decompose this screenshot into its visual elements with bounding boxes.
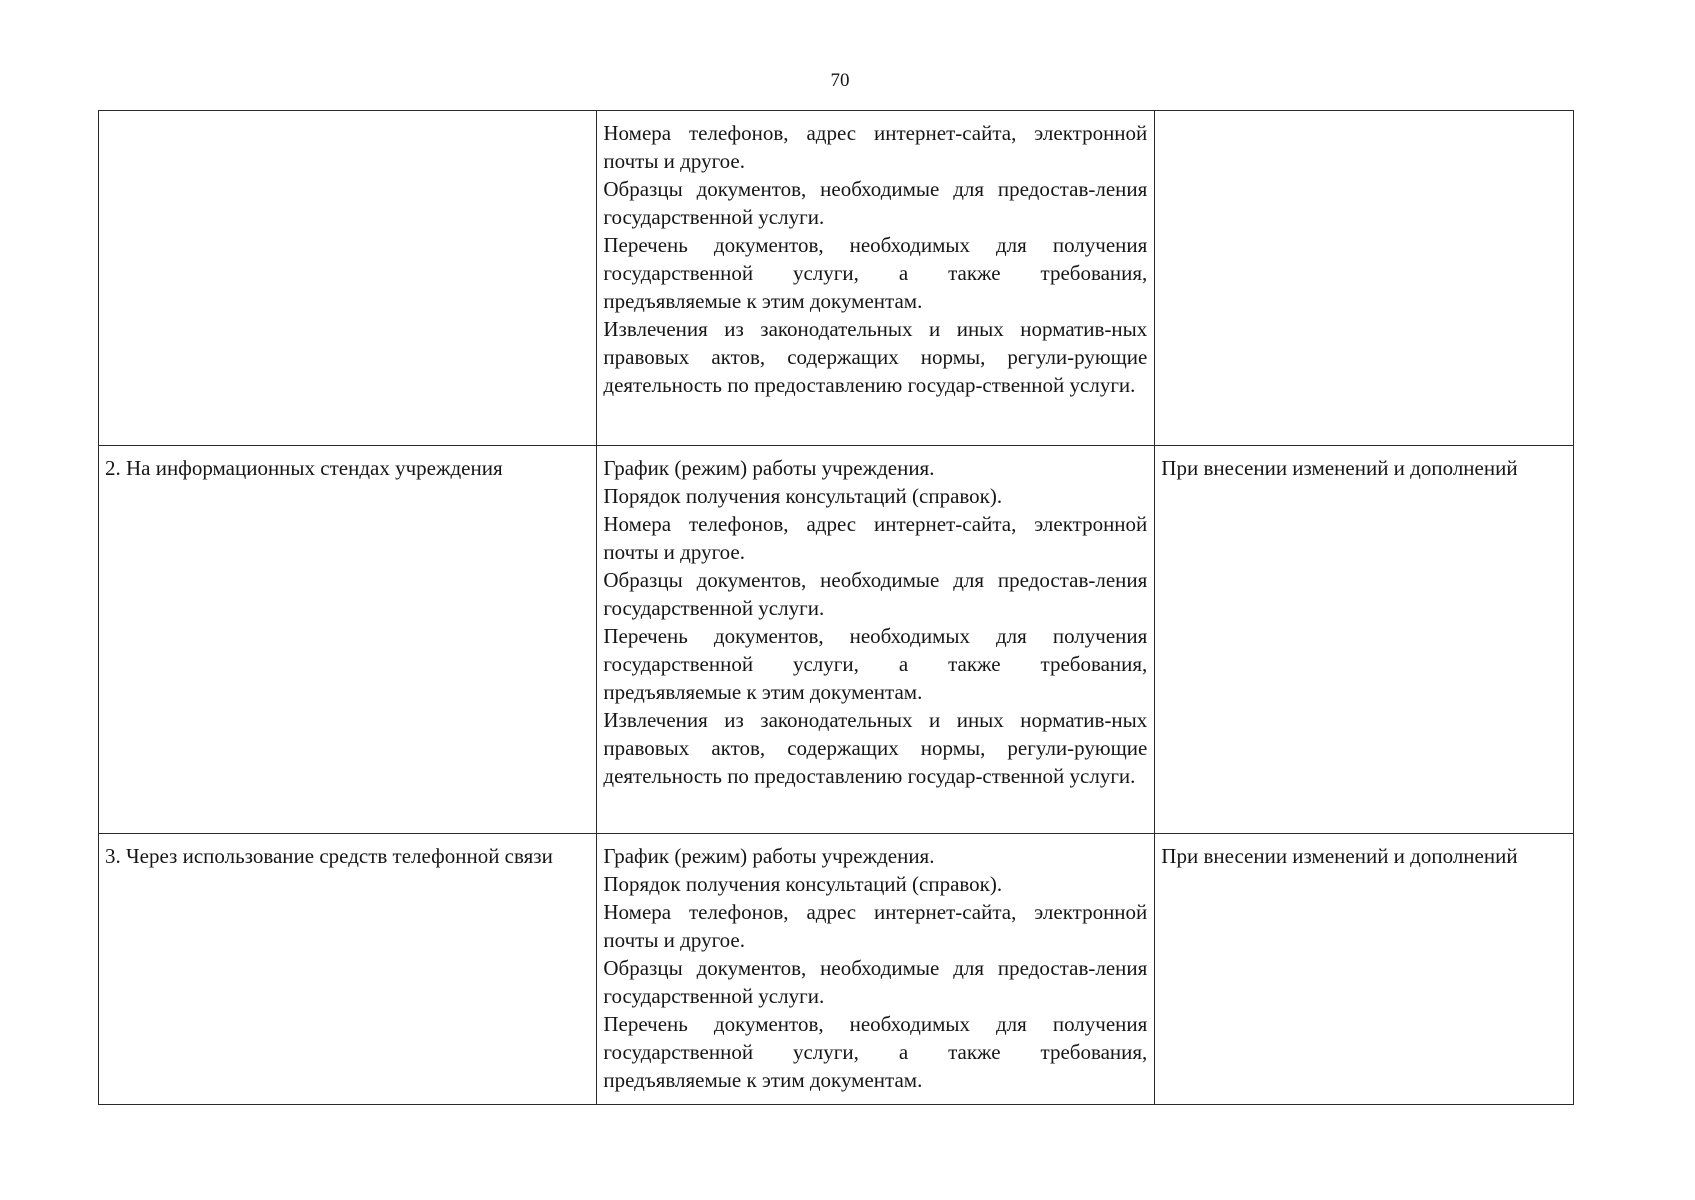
content-paragraph: Порядок получения консультаций (справок). bbox=[603, 872, 1003, 896]
content-paragraph: Номера телефонов, адрес интернет-сайта, электронной почты и другое. bbox=[603, 121, 1148, 173]
content-paragraph: Образцы документов, необходимые для предостав-ления государственной услуги. bbox=[603, 568, 1148, 620]
page-number: 70 bbox=[830, 70, 850, 91]
table-row bbox=[99, 111, 1574, 446]
content-paragraph: График (режим) работы учреждения. bbox=[603, 456, 935, 480]
content-paragraph: График (режим) работы учреждения. bbox=[603, 844, 935, 868]
update-frequency: При внесении изменений и дополнений bbox=[1161, 844, 1518, 868]
information-table bbox=[98, 110, 1574, 1105]
table-row bbox=[99, 834, 1574, 1105]
update-frequency: При внесении изменений и дополнений bbox=[1161, 456, 1518, 480]
update-cell bbox=[1155, 446, 1574, 834]
method-label: 2. На информационных стендах учреждения bbox=[105, 456, 503, 480]
content-paragraph: Порядок получения консультаций (справок). bbox=[603, 484, 1003, 508]
method-label: 3. Через использование средств телефонной связи bbox=[105, 844, 553, 868]
content-cell bbox=[597, 111, 1155, 446]
method-cell bbox=[99, 111, 597, 446]
content-paragraph: Номера телефонов, адрес интернет-сайта, электронной почты и другое. bbox=[603, 512, 1148, 564]
content-paragraph: Номера телефонов, адрес интернет-сайта, электронной почты и другое. bbox=[603, 900, 1148, 952]
content-paragraph: Извлечения из законодательных и иных норматив-ных правовых актов, содержащих нормы, регули-рующие деятельность по предоставлению государ-ственной услуги. bbox=[603, 708, 1148, 788]
content-paragraph: Перечень документов, необходимых для получения государственной услуги, а также требования, предъявляемые к этим документам. bbox=[603, 233, 1148, 313]
content-cell bbox=[597, 446, 1155, 834]
content-paragraph: Перечень документов, необходимых для получения государственной услуги, а также требования, предъявляемые к этим документам. bbox=[603, 624, 1148, 704]
table-row bbox=[99, 446, 1574, 834]
content-cell bbox=[597, 834, 1155, 1105]
content-paragraph: Образцы документов, необходимые для предостав-ления государственной услуги. bbox=[603, 177, 1148, 229]
content-paragraph: Образцы документов, необходимые для предостав-ления государственной услуги. bbox=[603, 956, 1148, 1008]
content-paragraph: Перечень документов, необходимых для получения государственной услуги, а также требования, предъявляемые к этим документам. bbox=[603, 1012, 1148, 1092]
update-cell bbox=[1155, 111, 1574, 446]
content-paragraph: Извлечения из законодательных и иных норматив-ных правовых актов, содержащих нормы, регули-рующие деятельность по предоставлению государ-ственной услуги. bbox=[603, 317, 1148, 397]
update-cell bbox=[1155, 834, 1574, 1105]
method-cell bbox=[99, 834, 597, 1105]
method-cell bbox=[99, 446, 597, 834]
